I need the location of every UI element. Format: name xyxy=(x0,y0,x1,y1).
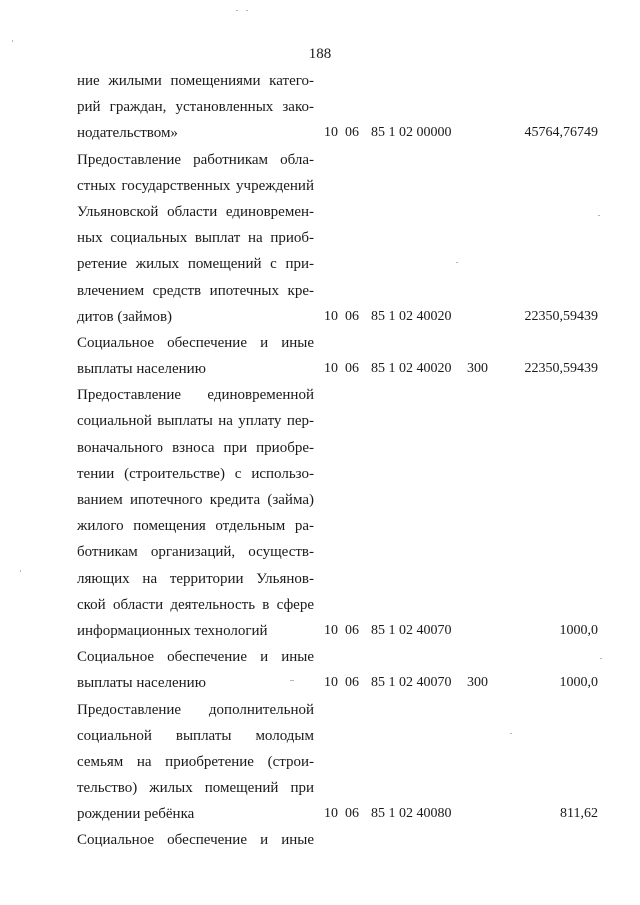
description-line: Социальное обеспечение и иные xyxy=(77,649,314,666)
budget-table xyxy=(0,68,640,854)
target-article-code: 85 1 02 40070 xyxy=(371,675,452,691)
section-code: 10 xyxy=(324,623,338,639)
expense-type-code: 300 xyxy=(467,675,488,691)
description-line: Социальное обеспечение и иные xyxy=(77,832,314,849)
amount: 22350,59439 xyxy=(524,361,598,377)
amount: 45764,76749 xyxy=(524,125,598,141)
section-code: 10 xyxy=(324,125,338,141)
description-line: выплаты населению xyxy=(77,675,206,692)
section-code: 10 xyxy=(324,675,338,691)
amount: 1000,0 xyxy=(559,623,598,639)
scan-speck xyxy=(600,658,602,659)
description-line: Ульяновской области единовремен- xyxy=(77,203,314,220)
description-line: воначального взноса при приобре- xyxy=(77,439,314,456)
description-line: ние жилыми помещениями катего- xyxy=(77,73,314,89)
subsection-code: 06 xyxy=(345,308,359,324)
section-code: 10 xyxy=(324,308,338,324)
subsection-code: 06 xyxy=(345,623,359,639)
row-description xyxy=(77,147,314,330)
subsection-code: 06 xyxy=(345,361,359,377)
scan-speck xyxy=(246,10,248,11)
description-line: влечением средств ипотечных кре- xyxy=(77,282,314,299)
amount: 811,62 xyxy=(560,806,598,822)
row-description xyxy=(77,644,314,696)
description-line: дитов (займов) xyxy=(77,308,173,325)
section-code: 10 xyxy=(324,806,338,822)
row-description xyxy=(77,697,314,828)
table-row xyxy=(0,68,640,147)
target-article-code: 85 1 02 40070 xyxy=(371,623,452,639)
description-line: выплаты населению xyxy=(77,361,206,378)
target-article-code: 85 1 02 00000 xyxy=(371,125,452,141)
description-line: ботникам организаций, осуществ- xyxy=(77,544,314,561)
description-line: ской области деятельность в сфере xyxy=(77,596,314,613)
description-line: ретение жилых помещений с при- xyxy=(77,256,314,273)
scan-speck xyxy=(12,40,13,42)
description-line: нодательством» xyxy=(77,125,178,142)
description-line: ных социальных выплат на приоб- xyxy=(77,230,314,247)
scan-speck xyxy=(236,10,238,11)
description-line: тении (строительстве) с использо- xyxy=(77,465,314,482)
description-line: тельство) жилых помещений при xyxy=(77,780,314,797)
row-description xyxy=(77,330,314,382)
table-row xyxy=(0,330,640,382)
subsection-code: 06 xyxy=(345,125,359,141)
row-description xyxy=(77,382,314,644)
row-description xyxy=(77,68,314,147)
target-article-code: 85 1 02 40080 xyxy=(371,806,452,822)
description-line: семьям на приобретение (строи- xyxy=(77,753,314,770)
description-line: Предоставление дополнительной xyxy=(77,701,314,718)
description-line: жилого помещения отдельным ра- xyxy=(77,518,314,535)
target-article-code: 85 1 02 40020 xyxy=(371,308,452,324)
description-line: Предоставление работникам обла- xyxy=(77,151,314,168)
subsection-code: 06 xyxy=(345,675,359,691)
target-article-code: 85 1 02 40020 xyxy=(371,361,452,377)
subsection-code: 06 xyxy=(345,806,359,822)
scan-speck xyxy=(598,215,600,216)
description-line: рождении ребёнка xyxy=(77,806,195,823)
table-row xyxy=(0,147,640,330)
table-row xyxy=(0,827,640,853)
description-line: Социальное обеспечение и иные xyxy=(77,334,314,351)
table-row xyxy=(0,644,640,696)
scan-speck xyxy=(510,733,512,734)
amount: 22350,59439 xyxy=(524,308,598,324)
description-line: ванием ипотечного кредита (займа) xyxy=(77,492,314,508)
scan-speck xyxy=(456,262,458,263)
table-row xyxy=(0,697,640,828)
description-line: ляющих на территории Ульянов- xyxy=(77,570,314,587)
description-line: рий граждан, установленных зако- xyxy=(77,99,314,116)
page-number: 188 xyxy=(308,46,332,62)
description-line: социальной выплаты на уплату пер- xyxy=(77,413,314,430)
scan-speck xyxy=(20,570,21,572)
row-description xyxy=(77,827,314,853)
scan-speck xyxy=(290,680,294,681)
description-line: Предоставление единовременной xyxy=(77,387,314,404)
expense-type-code: 300 xyxy=(467,361,488,377)
description-line: стных государственных учреждений xyxy=(77,177,314,194)
section-code: 10 xyxy=(324,361,338,377)
amount: 1000,0 xyxy=(559,675,598,691)
table-row xyxy=(0,382,640,644)
description-line: социальной выплаты молодым xyxy=(77,727,314,744)
description-line: информационных технологий xyxy=(77,622,268,639)
